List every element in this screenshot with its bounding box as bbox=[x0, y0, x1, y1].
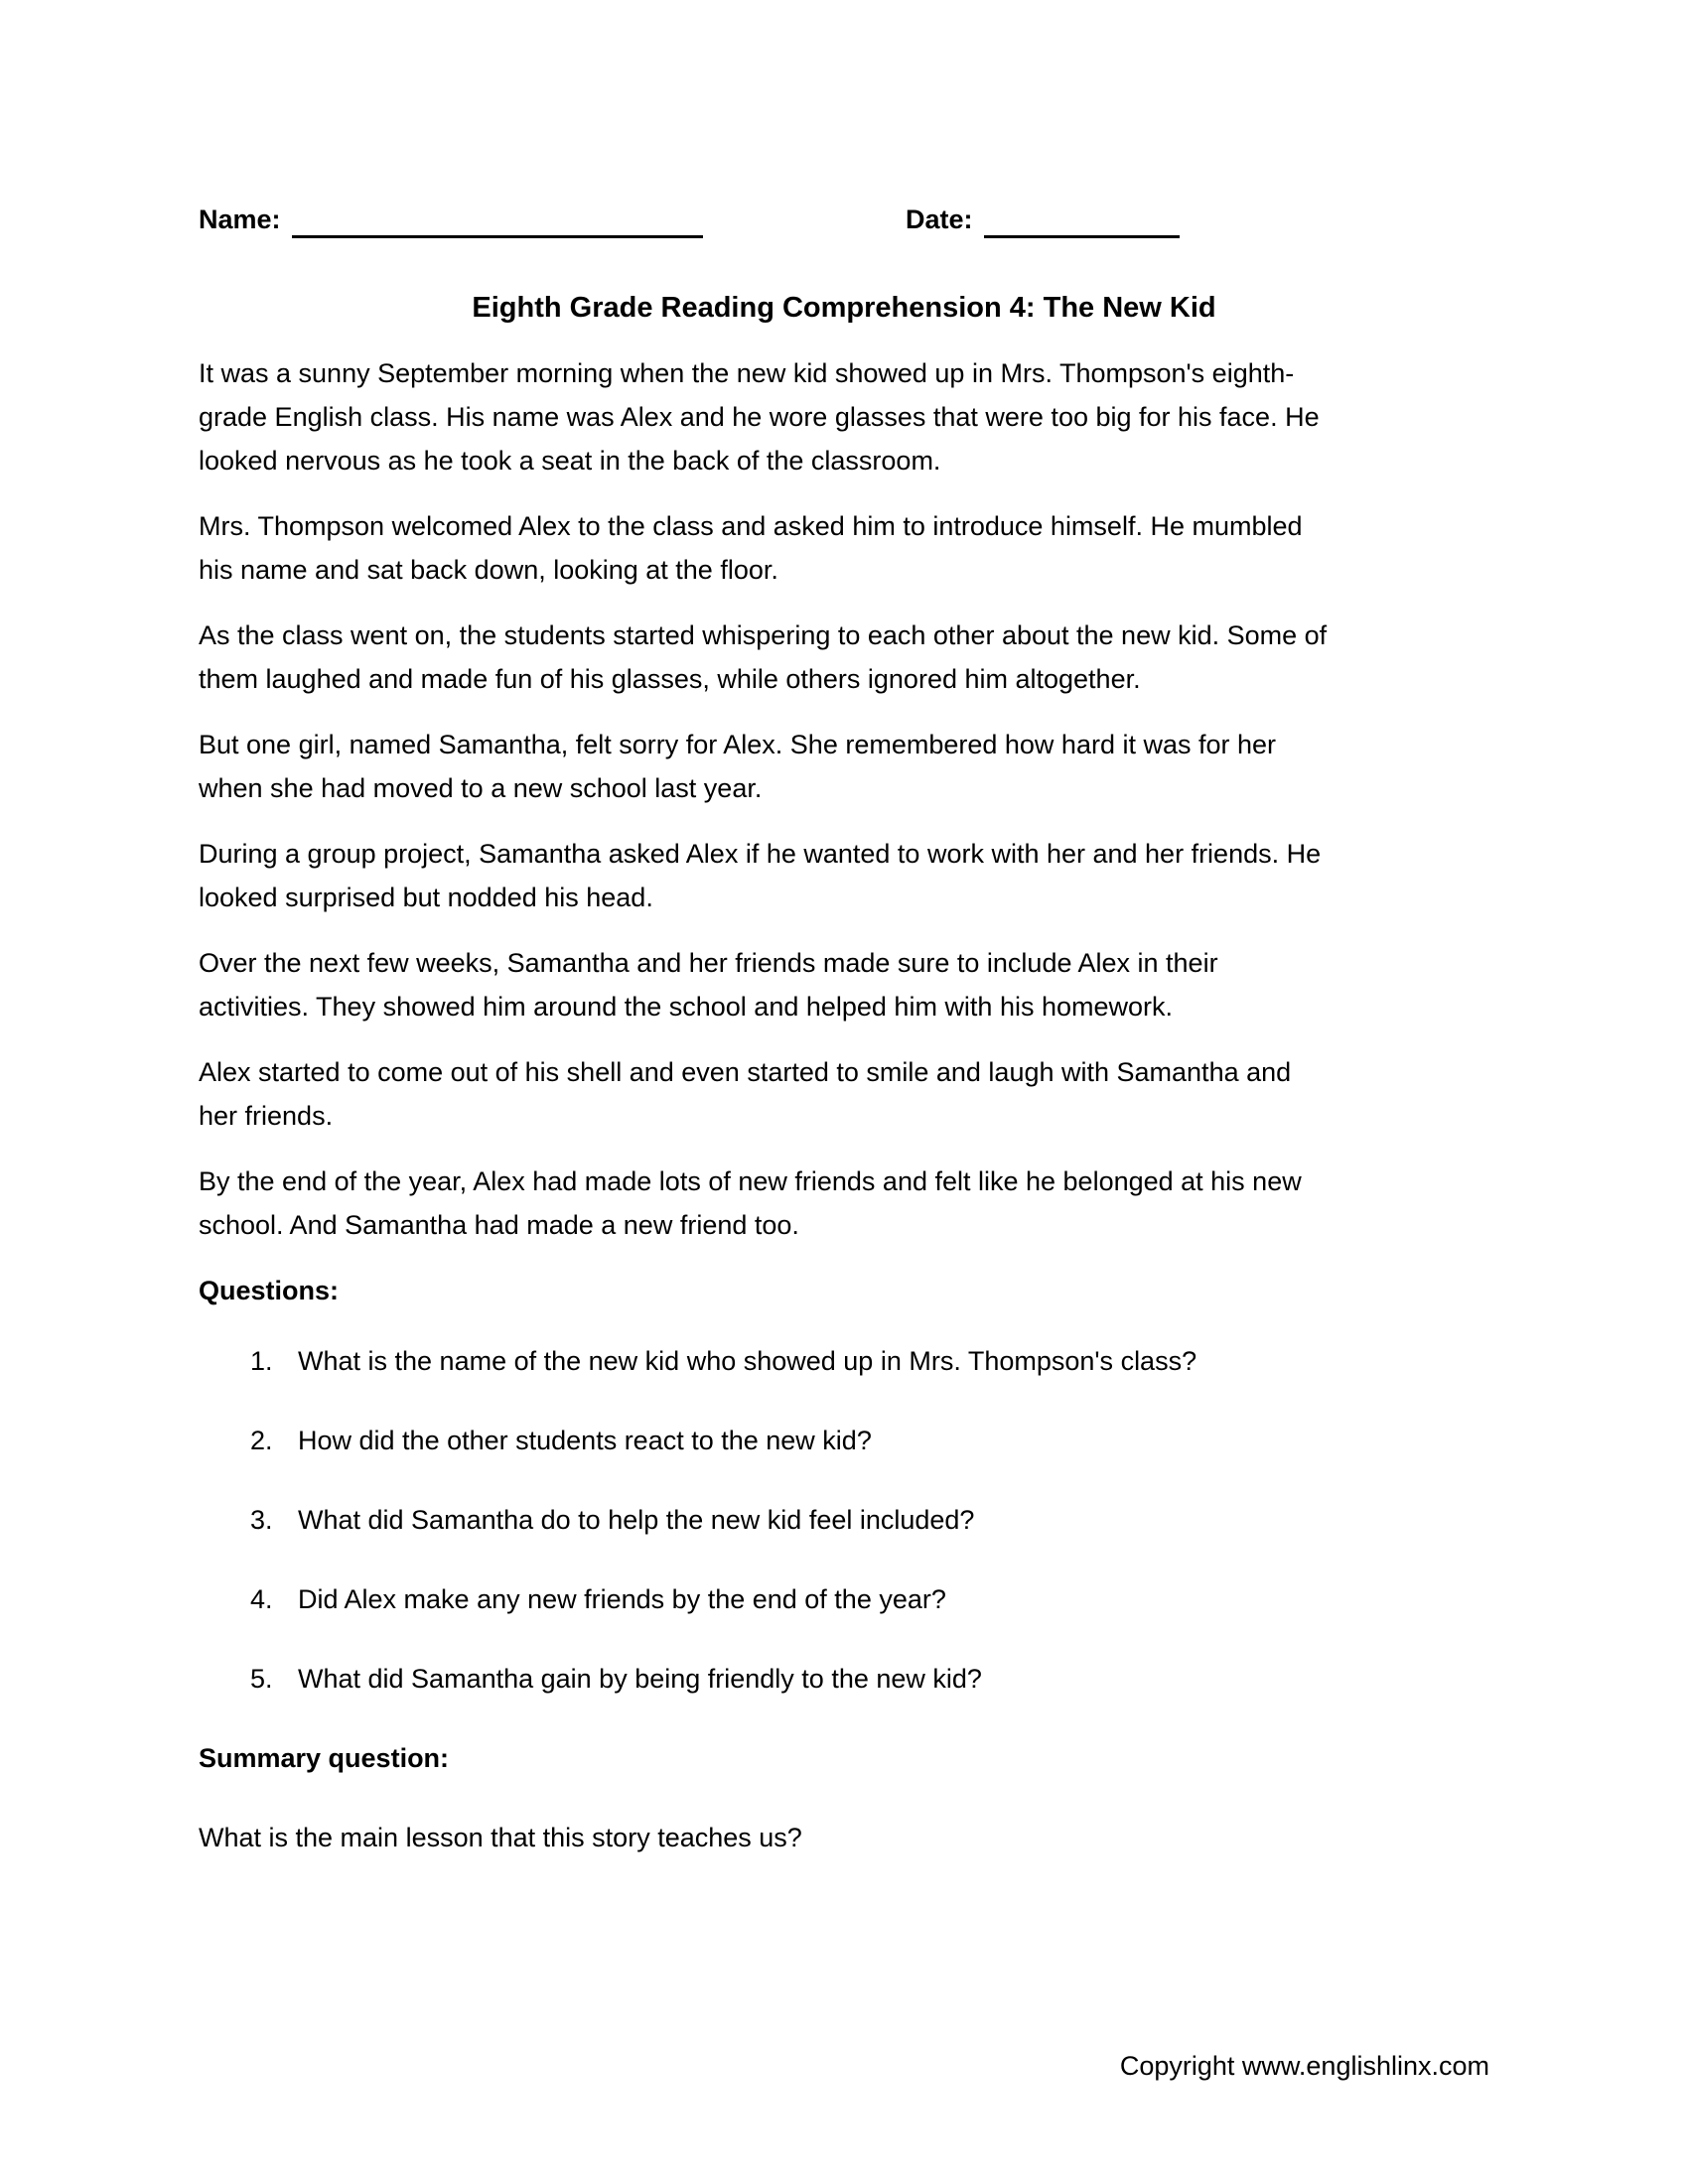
question-text: How did the other students react to the new kid? bbox=[298, 1426, 872, 1455]
question-list bbox=[199, 1339, 1489, 1701]
question-item bbox=[199, 1339, 1489, 1383]
story-paragraph bbox=[199, 941, 1489, 1028]
story-paragraph bbox=[199, 1050, 1489, 1138]
question-number: 4. bbox=[250, 1584, 273, 1614]
question-text: What is the name of the new kid who showed up in Mrs. Thompson's class? bbox=[298, 1346, 1197, 1376]
story-line: his name and sat back down, looking at the floor. bbox=[199, 555, 778, 585]
story-line: Over the next few weeks, Samantha and her friends made sure to include Alex in their bbox=[199, 948, 1218, 978]
story-line: Alex started to come out of his shell and even started to smile and laugh with Samantha and bbox=[199, 1057, 1292, 1087]
story-paragraph bbox=[199, 723, 1489, 810]
question-item bbox=[199, 1577, 1489, 1621]
question-text: What did Samantha gain by being friendly to the new kid? bbox=[298, 1664, 982, 1694]
copyright-notice: Copyright www.englishlinx.com bbox=[1119, 2051, 1489, 2081]
question-item bbox=[199, 1498, 1489, 1542]
name-field-group bbox=[199, 201, 703, 238]
story-line: when she had moved to a new school last year. bbox=[199, 773, 763, 803]
page-title: Eighth Grade Reading Comprehension 4: The New Kid bbox=[472, 292, 1216, 324]
question-text: What did Samantha do to help the new kid feel included? bbox=[298, 1505, 975, 1535]
story-line: school. And Samantha had made a new friend too. bbox=[199, 1210, 799, 1240]
story-line: As the class went on, the students started whispering to each other about the new kid. Some of bbox=[199, 620, 1328, 650]
story-paragraph bbox=[199, 1160, 1489, 1247]
question-number: 2. bbox=[250, 1426, 273, 1455]
question-number: 5. bbox=[250, 1664, 273, 1694]
story-paragraph bbox=[199, 351, 1489, 482]
name-label: Name: bbox=[199, 205, 281, 234]
summary-heading: Summary question: bbox=[199, 1743, 450, 1773]
summary-question-text: What is the main lesson that this story teaches us? bbox=[199, 1823, 802, 1852]
story-line: But one girl, named Samantha, felt sorry for Alex. She remembered how hard it was for her bbox=[199, 730, 1277, 759]
story-paragraph bbox=[199, 832, 1489, 919]
date-blank-line bbox=[984, 203, 1180, 238]
story-line: looked nervous as he took a seat in the back of the classroom. bbox=[199, 446, 941, 476]
story-line: looked surprised but nodded his head. bbox=[199, 883, 653, 912]
question-item bbox=[199, 1657, 1489, 1701]
story-paragraph bbox=[199, 614, 1489, 701]
question-number: 3. bbox=[250, 1505, 273, 1535]
story-line: grade English class. His name was Alex and he wore glasses that were too big for his face. He bbox=[199, 402, 1320, 432]
story-line: By the end of the year, Alex had made lots of new friends and felt like he belonged at his new bbox=[199, 1166, 1302, 1196]
header-row bbox=[199, 201, 1489, 246]
story-paragraph bbox=[199, 504, 1489, 592]
name-blank-line bbox=[292, 203, 703, 238]
date-field-group bbox=[906, 201, 1180, 238]
date-label: Date: bbox=[906, 205, 973, 234]
question-number: 1. bbox=[250, 1346, 273, 1376]
story-line: During a group project, Samantha asked Alex if he wanted to work with her and her friends. He bbox=[199, 839, 1322, 869]
story-line: Mrs. Thompson welcomed Alex to the class and asked him to introduce himself. He mumbled bbox=[199, 511, 1303, 541]
question-item bbox=[199, 1419, 1489, 1462]
questions-heading: Questions: bbox=[199, 1276, 340, 1305]
worksheet-content bbox=[199, 201, 1489, 1859]
story-line: activities. They showed him around the school and helped him with his homework. bbox=[199, 992, 1174, 1022]
story-line: It was a sunny September morning when the new kid showed up in Mrs. Thompson's eighth- bbox=[199, 358, 1295, 388]
question-text: Did Alex make any new friends by the end of the year? bbox=[298, 1584, 946, 1614]
story-line: them laughed and made fun of his glasses, while others ignored him altogether. bbox=[199, 664, 1141, 694]
story-line: her friends. bbox=[199, 1101, 334, 1131]
